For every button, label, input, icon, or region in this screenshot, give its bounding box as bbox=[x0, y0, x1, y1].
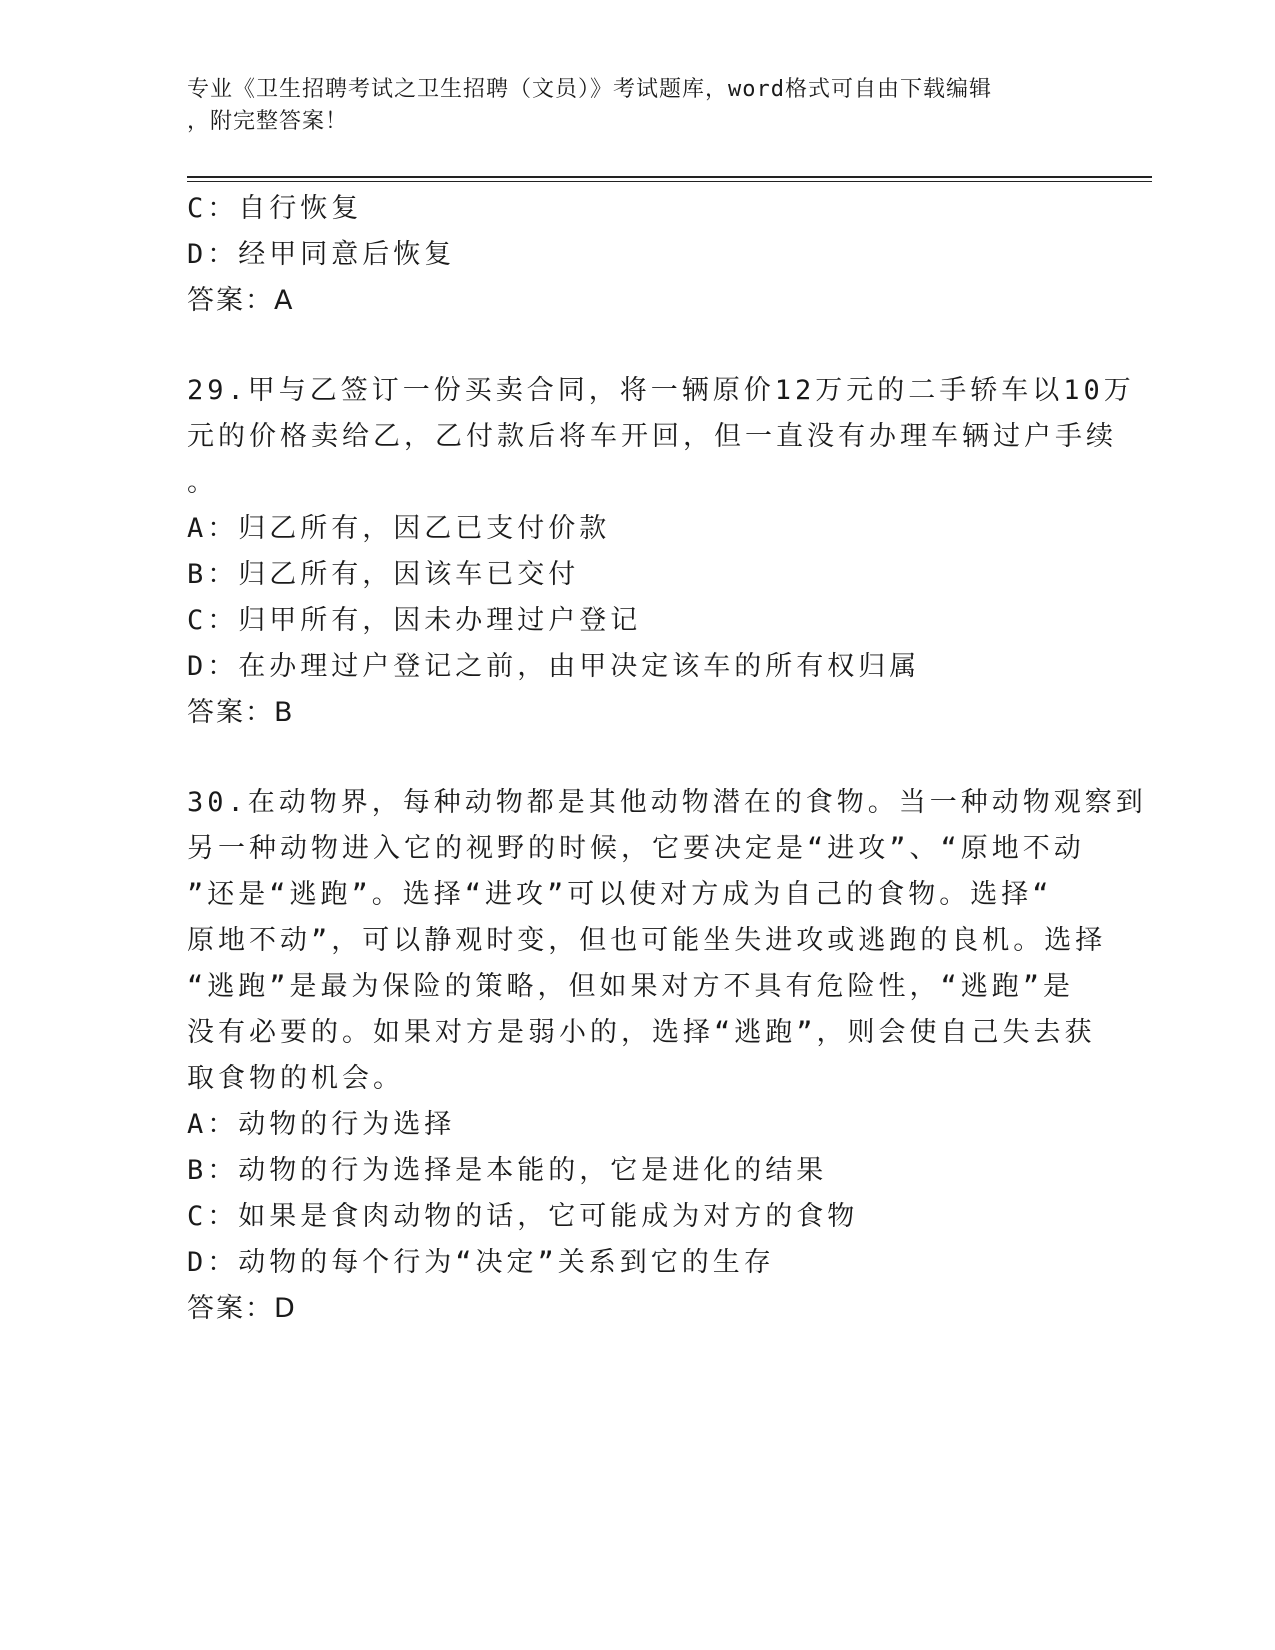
option-d: D：经甲同意后恢复 bbox=[187, 239, 456, 270]
option-b: B：归乙所有，因该车已交付 bbox=[187, 559, 580, 590]
question-stem-line: 取食物的机会。 bbox=[187, 1063, 404, 1094]
question-stem-line: 没有必要的。如果对方是弱小的，选择“逃跑”，则会使自己失去获 bbox=[187, 1017, 1096, 1048]
question-stem-line: 元的价格卖给乙，乙付款后将车开回，但一直没有办理车辆过户手续 bbox=[187, 421, 1117, 452]
spacer bbox=[187, 324, 1087, 368]
option-a: A：动物的行为选择 bbox=[187, 1109, 456, 1140]
answer-line: 答案：D bbox=[187, 1293, 297, 1324]
previous-question-block bbox=[187, 186, 1087, 324]
question-30-block bbox=[187, 780, 1147, 1332]
option-c: C：归甲所有，因未办理过户登记 bbox=[187, 605, 642, 636]
header-line-1: 专业《卫生招聘考试之卫生招聘（文员）》考试题库，word格式可自由下载编辑 bbox=[187, 77, 992, 102]
question-29-block bbox=[187, 368, 1135, 736]
header-line-2: ，附完整答案！ bbox=[187, 109, 349, 134]
question-stem-line: “逃跑”是最为保险的策略，但如果对方不具有危险性，“逃跑”是 bbox=[187, 971, 1075, 1002]
option-c: C：自行恢复 bbox=[187, 193, 363, 224]
option-a: A：归乙所有，因乙已支付价款 bbox=[187, 513, 611, 544]
spacer bbox=[187, 736, 1087, 780]
document-header bbox=[187, 74, 1087, 138]
option-b: B：动物的行为选择是本能的，它是进化的结果 bbox=[187, 1155, 828, 1186]
header-divider-thin bbox=[187, 181, 1152, 182]
option-d: D：在办理过户登记之前，由甲决定该车的所有权归属 bbox=[187, 651, 921, 682]
question-stem-line: ”还是“逃跑”。选择“进攻”可以使对方成为自己的食物。选择“ bbox=[187, 879, 1053, 910]
question-stem-line: 29.甲与乙签订一份买卖合同，将一辆原价12万元的二手轿车以10万 bbox=[187, 375, 1135, 406]
answer-line: 答案：B bbox=[187, 697, 295, 728]
question-stem-line: 30.在动物界，每种动物都是其他动物潜在的食物。当一种动物观察到 bbox=[187, 787, 1147, 818]
option-c: C：如果是食肉动物的话，它可能成为对方的食物 bbox=[187, 1201, 859, 1232]
question-content bbox=[187, 186, 1147, 1332]
option-d: D：动物的每个行为“决定”关系到它的生存 bbox=[187, 1247, 775, 1278]
question-stem-line: 原地不动”，可以静观时变，但也可能坐失进攻或逃跑的良机。选择 bbox=[187, 925, 1107, 956]
question-stem-line: 。 bbox=[187, 467, 218, 498]
answer-line: 答案：A bbox=[187, 285, 295, 316]
header-divider-thick bbox=[187, 176, 1152, 178]
question-stem-line: 另一种动物进入它的视野的时候，它要决定是“进攻”、“原地不动 bbox=[187, 833, 1085, 864]
